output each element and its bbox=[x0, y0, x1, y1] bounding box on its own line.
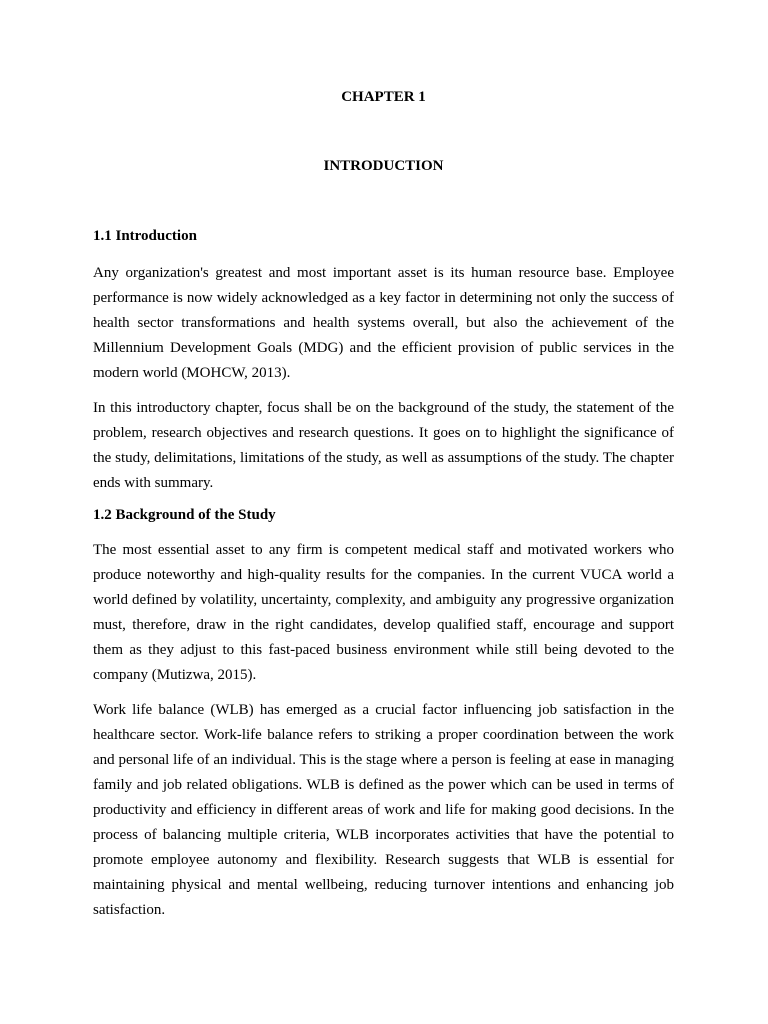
chapter-title: INTRODUCTION bbox=[323, 158, 444, 174]
paragraph: In this introductory chapter, focus shall be on the background of the study, the statement of the problem, research objectives and research questions. It goes on to highlight the significance of the study, delimitations, limitations of the study, as well as assumptions of the study. The chapter ends with summary. bbox=[93, 400, 674, 491]
paragraph: Work life balance (WLB) has emerged as a crucial factor influencing job satisfaction in the healthcare sector. Work-life balance refers to striking a proper coordination between the work and personal life of an individual. This is the stage where a person is feeling at ease in managing family and job related obligations. WLB is defined as the power which can be used in terms of productivity and efficiency in different areas of work and life for making good decisions. In the process of balancing multiple criteria, WLB incorporates activities that have the potential to promote employee autonomy and flexibility. Research suggests that WLB is essential for maintaining physical and mental wellbeing, reducing turnover intentions and enhancing job satisfaction. bbox=[93, 702, 674, 918]
chapter-label: CHAPTER 1 bbox=[341, 89, 426, 105]
section-heading-background: 1.2 Background of the Study bbox=[93, 507, 276, 523]
document-body bbox=[93, 227, 674, 933]
section-heading-introduction: 1.1 Introduction bbox=[93, 228, 197, 244]
paragraph: Any organization's greatest and most important asset is its human resource base. Employee performance is now widely acknowledged as a key factor in determining not only the success of health sector transformations and health systems overall, but also the achievement of the Millennium Development Goals (MDG) and the efficient provision of public services in the modern world (MOHCW, 2013). bbox=[93, 265, 674, 381]
paragraph: The most essential asset to any firm is competent medical staff and motivated workers who produce noteworthy and high-quality results for the companies. In the current VUCA world a world defined by volatility, uncertainty, complexity, and ambiguity any progressive organization must, therefore, draw in the right candidates, develop qualified staff, encourage and support them as they adjust to this fast-paced business environment while still being devoted to the company (Mutizwa, 2015). bbox=[93, 542, 674, 683]
